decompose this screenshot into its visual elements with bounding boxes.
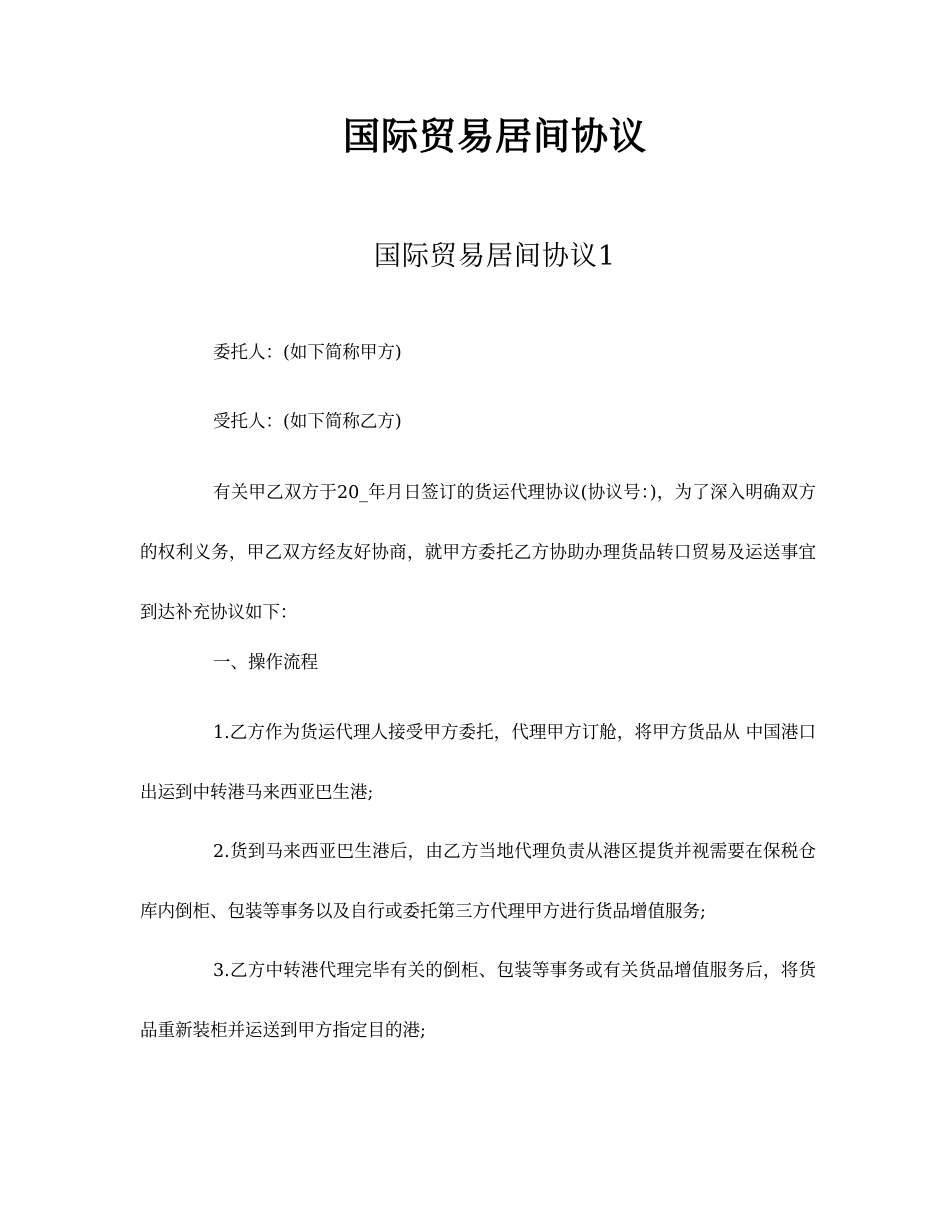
paragraph-item-1 — [140, 703, 816, 823]
section-heading-operation-flow — [140, 633, 816, 693]
paragraph-text: 2.货到马来西亚巴生港后，由乙方当地代理负责从港区提货并视需要在保税仓库内倒柜、包装等事务以及自行或委托第三方代理甲方进行货品增值服务; — [140, 842, 816, 922]
paragraph-text: 有关甲乙双方于20_年月日签订的货运代理协议(协议号：)，为了深入明确双方的权利义务，甲乙双方经友好协商，就甲方委托乙方协助办理货品转口贸易及运送事宜到达补充协议如下： — [140, 483, 816, 623]
document-title: 国际贸易居间协议 — [343, 114, 647, 158]
paragraph-text: 一、操作流程 — [213, 653, 318, 673]
paragraph-text: 3.乙方中转港代理完毕有关的倒柜、包装等事务或有关货品增值服务后，将货品重新装柜并运送到甲方指定目的港; — [140, 961, 816, 1041]
paragraph-item-2 — [140, 822, 816, 942]
paragraph-text: 委托人：(如下简称甲方) — [213, 343, 402, 363]
paragraph-client — [140, 323, 816, 383]
document-subtitle: 国际贸易居间协议1 — [373, 241, 617, 272]
paragraph-text: 受托人：(如下简称乙方) — [213, 412, 402, 432]
paragraph-intro — [140, 463, 816, 643]
paragraph-trustee — [140, 392, 816, 452]
paragraph-item-3 — [140, 941, 816, 1061]
paragraph-text: 1.乙方作为货运代理人接受甲方委托，代理甲方订舱，将甲方货品从 中国港口出运到中转港马来西亚巴生港; — [140, 723, 816, 803]
